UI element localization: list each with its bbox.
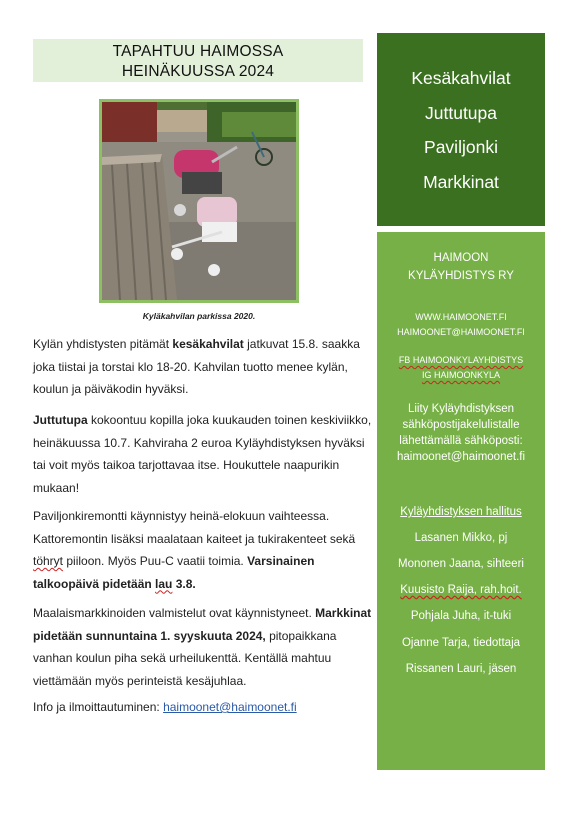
info-email-link[interactable]: haimoonet@haimoonet.fi [163,700,297,714]
board-member: Pohjala Juha, it-tuki [410,610,512,622]
board-member: Lasanen Mikko, pj [414,532,508,544]
p3-text-a: Kattoremontin lisäksi maalataan kaiteet ja tukirakenteet sekä [33,531,356,546]
social-links [377,353,545,383]
p3-text-b: piiloon. Myös Puu-C vaatii toimia. [63,554,248,568]
join-line-3: lähettämällä sähköposti: [399,435,523,447]
title-line-2: HEINÄKUUSSA 2024 [121,63,275,80]
p3-spell-2: lau [155,576,173,591]
board-heading: Kyläyhdistyksen hallitus [400,506,522,518]
event-paviljonki: Paviljonki [424,137,498,157]
event-markkinat: Markkinat [423,171,499,192]
p4-text: pitopaikkana vanhan koulun piha sekä urheilukenttä. Kentällä mahtuu viettämään myös perinteistä kesäjuhlaa. [33,628,337,688]
paragraph-info [33,696,373,719]
paragraph-juttutupa [33,409,373,499]
p1-text-post: jatkuvat 15.8. saakka joka tiistai ja torstai klo 18-20. Kahvilan tuotto menee kylän, koulun ja päiväkodin hyväksi. [33,337,360,396]
website-text: WWW.HAIMOONET.FI [415,312,507,322]
join-line-1: Liity Kyläyhdistyksen [407,403,515,415]
join-line-4: haimoonet@haimoonet.fi [396,451,526,463]
p3-bold-1: Varsinainen talkoopäivä pidetään [33,554,315,591]
contact-links [377,310,545,340]
p3-spell-1: töhryt [33,554,64,568]
association-info-box [377,232,545,770]
email-caps-text: HAIMOONET@HAIMOONET.FI [397,327,525,337]
event-juttutupa: Juttutupa [425,102,497,123]
photo-caption: Kyläkahvilan parkissa 2020. [142,311,256,321]
events-box [377,33,545,226]
facebook-text: FB HAIMOONKYLAYHDISTYS [398,355,524,365]
newsletter-title-banner [33,39,363,82]
paragraph-paviljonki [33,505,373,595]
mailing-list-info [377,401,545,465]
board-member: Kuusisto Raija, rah.hoit. [400,584,522,596]
p4-line1: Maalaismarkkinoiden valmistelut ovat käynnistyneet. [33,606,312,620]
instagram-text: IG HAIMOONKYLA [421,370,501,380]
board-member: Rissanen Lauri, jäsen [405,663,517,675]
board-member: Mononen Jaana, sihteeri [398,558,524,570]
event-kesakahvilat: Kesäkahvilat [411,68,511,88]
p2-bold: Juttutupa [33,413,88,427]
board-member: Ojanne Tarja, tiedottaja [401,637,521,649]
cafe-photo [99,99,299,303]
org-name [377,249,545,285]
p5-text: Info ja ilmoittautuminen: [33,700,164,714]
p2-text: kokoontuu kopilla joka kuukauden toinen keskiviikko, heinäkuussa 10.7. Kahviraha 2 euroa Kyläyhdistyksen hyväksi tai voit myös taikoa tarjottavaa itse. Houkuttele naapurikin mukaan! [33,413,372,495]
p4-bold: Markkinat pidetään sunnuntaina 1. syyskuuta 2024, [33,606,372,643]
paragraph-markkinat [33,602,373,692]
p3-bold-2: 3.8. [172,576,196,591]
p1-text: Kylän yhdistysten pitämät [33,337,173,351]
title-line-1: TAPAHTUU HAIMOSSA [112,43,284,60]
p1-bold: kesäkahvilat [172,337,244,351]
org-name-line2: KYLÄYHDISTYS RY [408,270,514,282]
p3-line1: Paviljonkiremontti käynnistyy heinä-elokuun vaihteessa. [33,509,330,523]
join-line-2: sähköpostijakelulistalle [402,419,520,431]
paragraph-kesakahvilat [33,333,373,401]
org-name-line1: HAIMOON [433,252,489,264]
